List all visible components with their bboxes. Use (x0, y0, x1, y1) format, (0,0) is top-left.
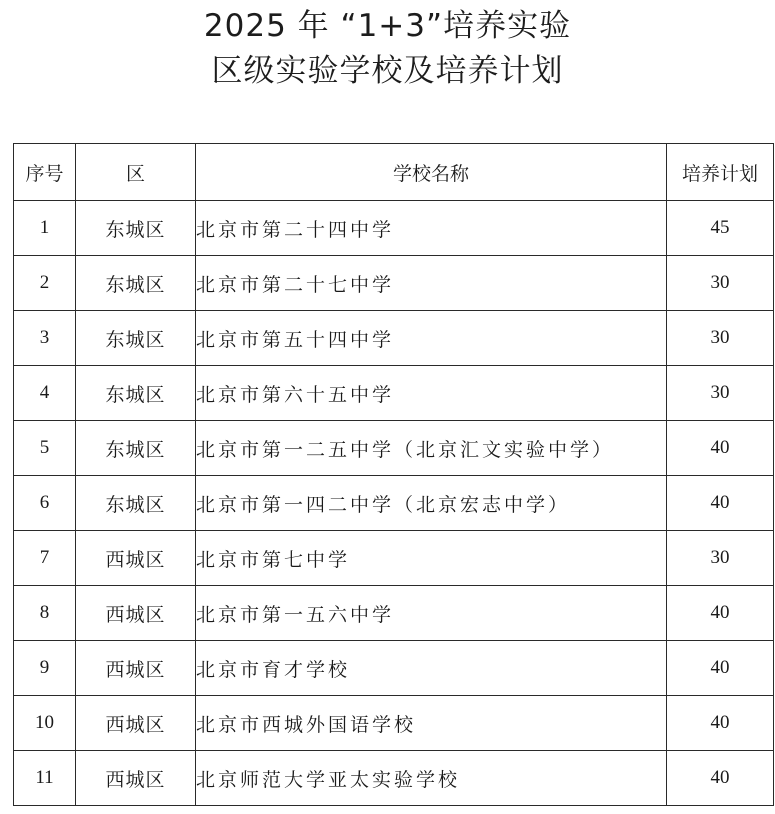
table-row (14, 641, 774, 696)
row-district: 东城区 (76, 311, 196, 366)
row-serial-number: 9 (14, 641, 76, 696)
row-school-name: 北京市第六十五中学 (196, 366, 667, 421)
row-school-name: 北京市育才学校 (196, 641, 667, 696)
row-training-plan: 30 (667, 366, 774, 421)
row-district: 西城区 (76, 751, 196, 806)
row-serial-number: 11 (14, 751, 76, 806)
row-school-name: 北京市第二十七中学 (196, 256, 667, 311)
document-title-line-2: 区级实验学校及培养计划 (211, 53, 564, 89)
row-serial-number: 8 (14, 586, 76, 641)
row-training-plan: 40 (667, 421, 774, 476)
row-district: 东城区 (76, 256, 196, 311)
row-training-plan: 45 (667, 201, 774, 256)
table-row (14, 751, 774, 806)
row-school-name: 北京市第二十四中学 (196, 201, 667, 256)
row-school-name: 北京师范大学亚太实验学校 (196, 751, 667, 806)
row-school-name: 北京市西城外国语学校 (196, 696, 667, 751)
table-row (14, 421, 774, 476)
row-serial-number: 6 (14, 476, 76, 531)
row-serial-number: 3 (14, 311, 76, 366)
school-plan-table (13, 143, 774, 806)
row-serial-number: 5 (14, 421, 76, 476)
row-training-plan: 40 (667, 696, 774, 751)
row-training-plan: 30 (667, 311, 774, 366)
row-district: 西城区 (76, 641, 196, 696)
row-training-plan: 40 (667, 476, 774, 531)
row-district: 西城区 (76, 531, 196, 586)
header-district: 区 (76, 144, 196, 201)
table-row (14, 311, 774, 366)
row-school-name: 北京市第一四二中学（北京宏志中学） (196, 476, 667, 531)
row-school-name: 北京市第一二五中学（北京汇文实验中学） (196, 421, 667, 476)
row-training-plan: 30 (667, 531, 774, 586)
document-title-line-1: 2025 年 “1+3”培养实验 (203, 8, 572, 44)
row-serial-number: 2 (14, 256, 76, 311)
table-row (14, 201, 774, 256)
row-training-plan: 40 (667, 641, 774, 696)
table-header-row (14, 144, 774, 201)
header-school-name: 学校名称 (196, 144, 667, 201)
table-row (14, 366, 774, 421)
row-district: 东城区 (76, 476, 196, 531)
row-training-plan: 40 (667, 751, 774, 806)
row-district: 东城区 (76, 421, 196, 476)
row-school-name: 北京市第七中学 (196, 531, 667, 586)
row-training-plan: 40 (667, 586, 774, 641)
row-serial-number: 10 (14, 696, 76, 751)
row-serial-number: 4 (14, 366, 76, 421)
table-row (14, 531, 774, 586)
table-row (14, 586, 774, 641)
row-district: 西城区 (76, 696, 196, 751)
row-school-name: 北京市第五十四中学 (196, 311, 667, 366)
table-row (14, 696, 774, 751)
row-training-plan: 30 (667, 256, 774, 311)
row-school-name: 北京市第一五六中学 (196, 586, 667, 641)
row-district: 西城区 (76, 586, 196, 641)
row-serial-number: 1 (14, 201, 76, 256)
header-serial-number: 序号 (14, 144, 76, 201)
row-serial-number: 7 (14, 531, 76, 586)
table-row (14, 256, 774, 311)
row-district: 东城区 (76, 201, 196, 256)
table-row (14, 476, 774, 531)
header-training-plan: 培养计划 (667, 144, 774, 201)
row-district: 东城区 (76, 366, 196, 421)
